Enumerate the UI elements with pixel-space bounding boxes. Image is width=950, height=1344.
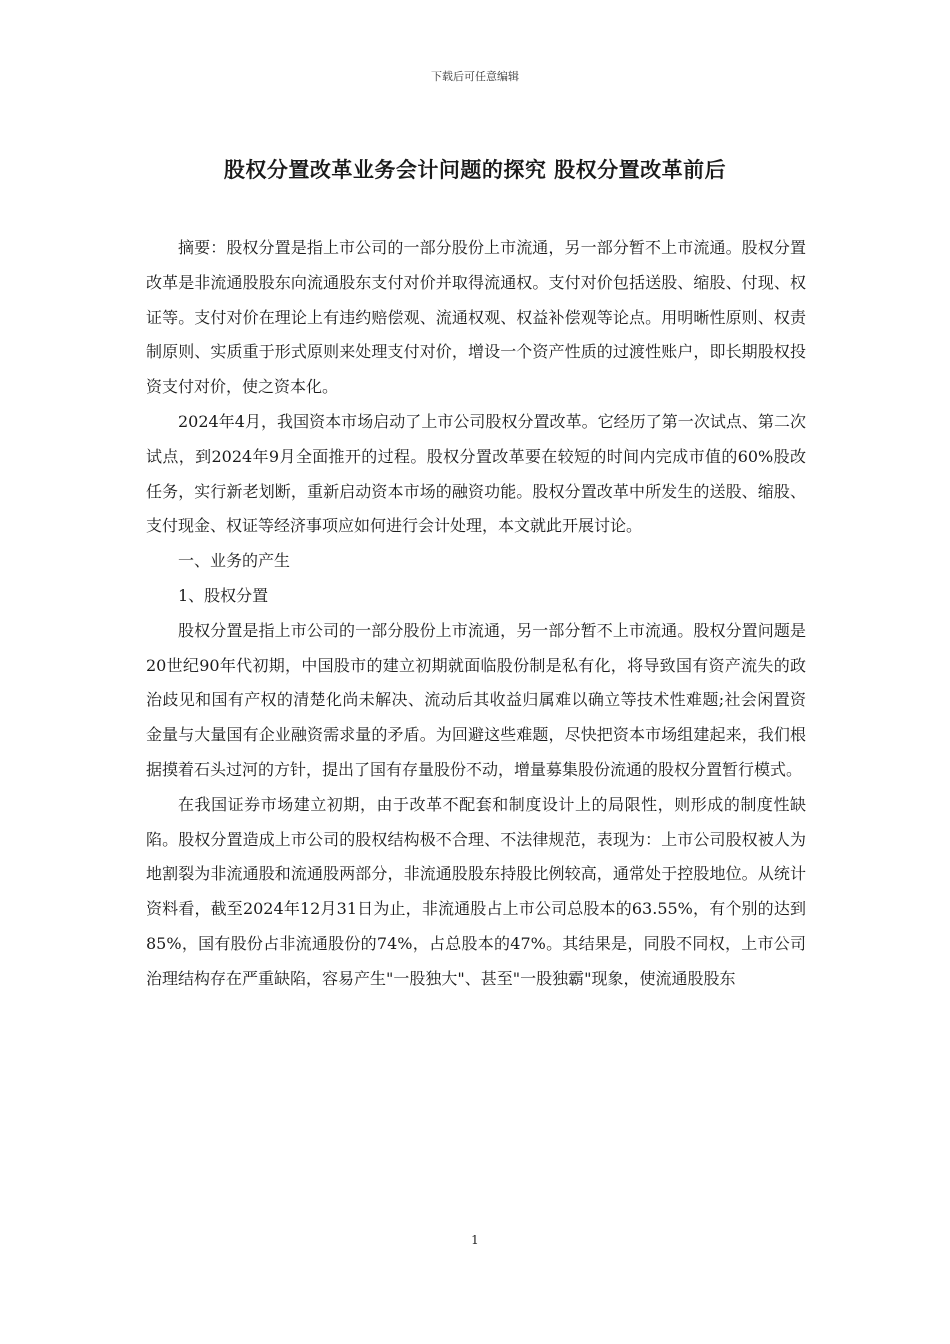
subsection-heading: 1、股权分置 xyxy=(178,585,269,605)
body-paragraph: 在我国证券市场建立初期，由于改革不配套和制度设计上的局限性，则形成的制度性缺陷。股权分置造成上市公司的股权结构极不合理、不法律规范，表现为：上市公司股权被人为地割裂为非流通股和流通股两部分，非流通股股东持股比例较高，通常处于控股地位。从统计资料看，截至2024年12月31日为止，非流通股占上市公司总股本的63.55%，有个别的达到85%，国有股份占非流通股份的74%，占总股本的47%。其结果是，同股不同权，上市公司治理结构存在严重缺陷，容易产生"一股独大"、甚至"一股独霸"现象，使流通股股东 xyxy=(146,794,806,988)
document-title: 股权分置改革业务会计问题的探究 股权分置改革前后 xyxy=(223,157,727,182)
page-number: 1 xyxy=(471,1233,479,1247)
document-body xyxy=(146,231,806,997)
page-header-note: 下载后可任意编辑 xyxy=(431,70,519,83)
body-paragraph: 股权分置是指上市公司的一部分股份上市流通，另一部分暂不上市流通。股权分置问题是20世纪90年代初期，中国股市的建立初期就面临股份制是私有化，将导致国有资产流失的政治歧见和国有产权的清楚化尚未解决、流动后其收益归属难以确立等技术性难题;社会闲置资金量与大量国有企业融资需求量的矛盾。为回避这些难题，尽快把资本市场组建起来，我们根据摸着石头过河的方针，提出了国有存量股份不动，增量募集股份流通的股权分置暂行模式。 xyxy=(146,620,806,779)
section-heading: 一、业务的产生 xyxy=(178,551,291,571)
intro-paragraph: 2024年4月，我国资本市场启动了上市公司股权分置改革。它经历了第一次试点、第二次试点，到2024年9月全面推开的过程。股权分置改革要在较短的时间内完成市值的60%股改任务，实行新老划断，重新启动资本市场的融资功能。股权分置改革中所发生的送股、缩股、支付现金、权证等经济事项应如何进行会计处理，本文就此开展讨论。 xyxy=(146,411,806,536)
abstract-paragraph: 摘要：股权分置是指上市公司的一部分股份上市流通，另一部分暂不上市流通。股权分置改革是非流通股股东向流通股东支付对价并取得流通权。支付对价包括送股、缩股、付现、权证等。支付对价在理论上有违约赔偿观、流通权观、权益补偿观等论点。用明晰性原则、权责制原则、实质重于形式原则来处理支付对价，增设一个资产性质的过渡性账户，即长期股权投资支付对价，使之资本化。 xyxy=(146,238,806,397)
